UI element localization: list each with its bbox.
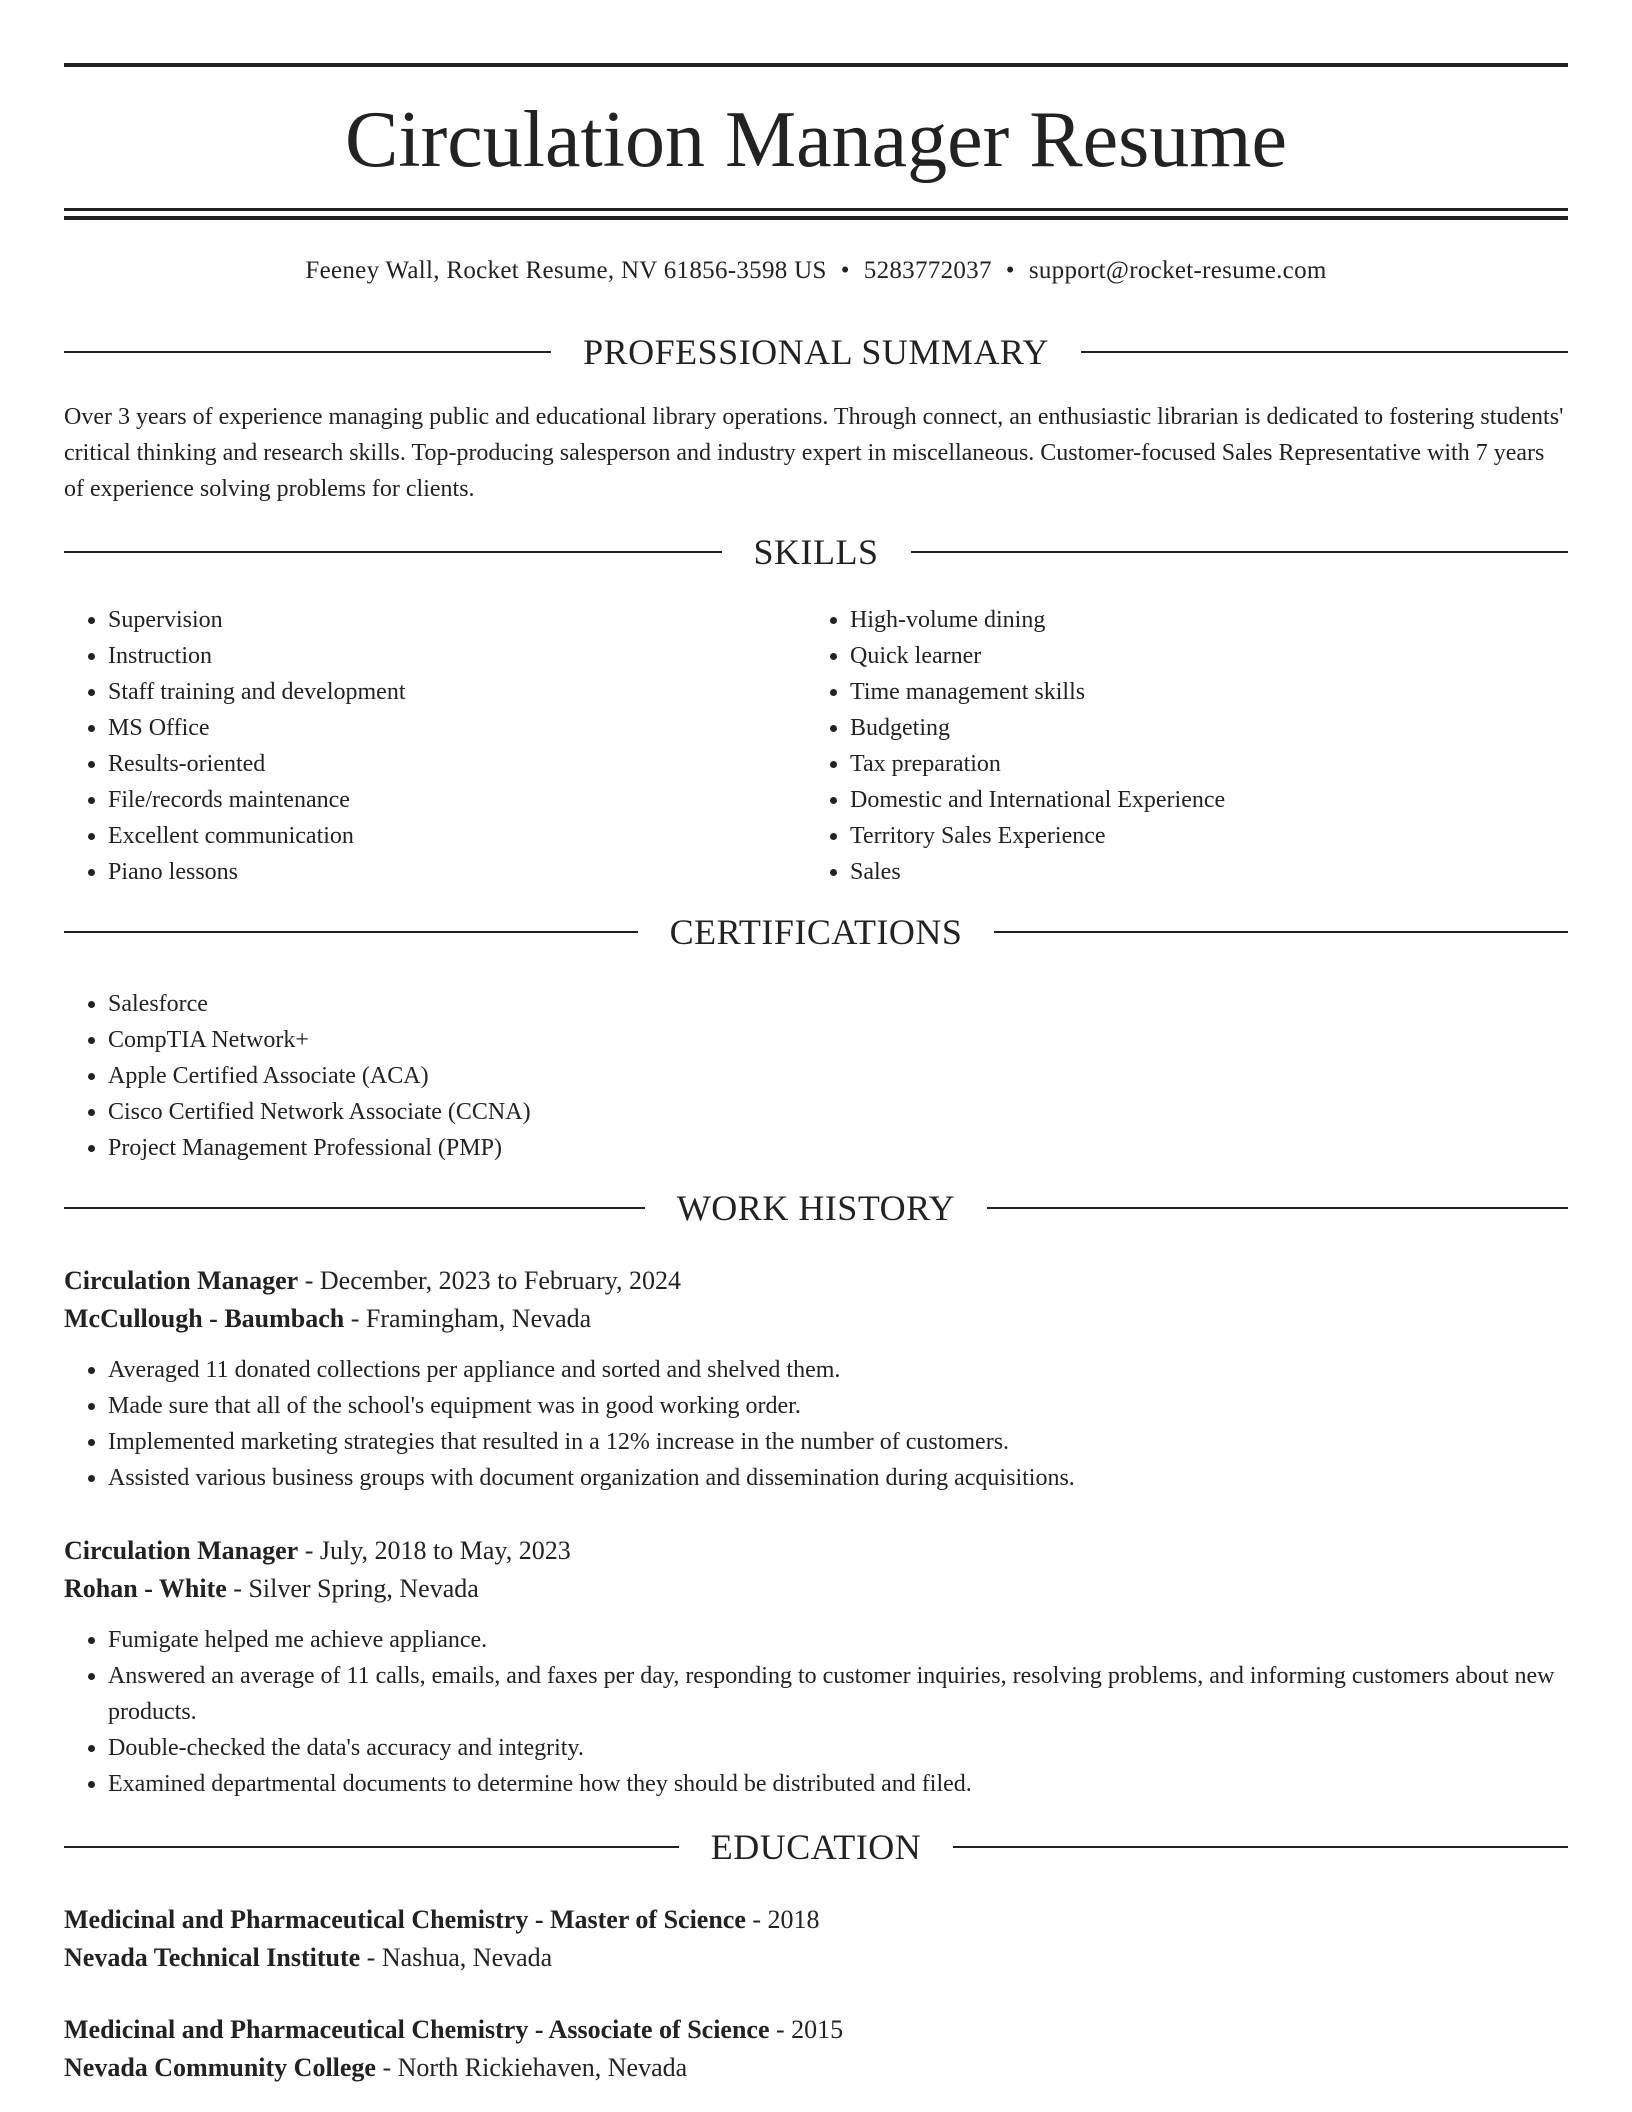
contact-separator: • [1005,257,1015,284]
skills-list-left [64,602,808,890]
certification-item: • CompTIA Network+ [108,1022,1108,1058]
contact-address: Feeney Wall, Rocket Resume, NV 61856-3598 US [305,257,827,284]
section-title: CERTIFICATIONS [669,912,963,952]
heading-rule [911,551,1569,553]
heading-rule [987,1207,1568,1209]
contact-line [64,254,1568,288]
heading-rule [64,1846,679,1848]
education-school-line [64,1939,1568,1977]
skill-item: • File/records maintenance [108,782,808,818]
heading-rule [64,931,638,933]
job-role: Circulation Manager [64,1266,299,1295]
job-bullet: • Made sure that all of the school's equipment was in good working order. [108,1388,1568,1424]
heading-rule [64,351,551,353]
education-year: - 2015 [769,2015,844,2044]
summary-text: Over 3 years of experience managing public and educational library operations. Through connect, an enthusiastic librarian is dedicated to fostering students' critical thinking and research skills. Top-producing salesperson and industry expert in miscellaneous. Customer-focused Sales Representative with 7 years of experience solving problems for clients. [64,404,1564,502]
job-bullet: • Averaged 11 donated collections per appliance and sorted and shelved them. [108,1352,1568,1388]
section-heading-work-history [64,1186,1568,1230]
skill-item: • Domestic and International Experience [850,782,1550,818]
job-company-line [64,1570,1568,1608]
section-heading-certifications [64,910,1568,954]
certification-item: • Salesforce [108,986,1108,1022]
contact-phone: 5283772037 [863,257,992,284]
education-school: Nevada Community College [64,2053,376,2082]
section-title: SKILLS [753,532,879,572]
skill-item: • Territory Sales Experience [850,818,1550,854]
skill-item: • High-volume dining [850,602,1550,638]
heading-rule [64,1207,645,1209]
skill-item: • Tax preparation [850,746,1550,782]
education-degree: Medicinal and Pharmaceutical Chemistry - Master of Science [64,1905,746,1934]
job-bullet: • Assisted various business groups with document organization and dissemination during acquisitions. [108,1460,1568,1496]
skill-item: • Quick learner [850,638,1550,674]
skill-item: • Instruction [108,638,808,674]
resume-title: Circulation Manager Resume [345,96,1287,184]
job-bullet: • Implemented marketing strategies that resulted in a 12% increase in the number of customers. [108,1424,1568,1460]
job-bullets [64,1352,1568,1496]
job-title-line [64,1262,1568,1300]
job-bullets [64,1622,1568,1802]
skill-item: • Budgeting [850,710,1550,746]
education-entry [64,2011,1568,2087]
certification-item: • Cisco Certified Network Associate (CCNA) [108,1094,1108,1130]
skill-item: • Staff training and development [108,674,808,710]
job-bullet: • Double-checked the data's accuracy and integrity. [108,1730,1568,1766]
top-rule [64,63,1568,67]
section-heading-summary [64,330,1568,374]
job-bullet: • Answered an average of 11 calls, emails, and faxes per day, responding to customer inquiries, resolving problems, and informing customers about new products. [108,1658,1568,1730]
certifications-list [64,986,1108,1166]
skills-list-right [806,602,1550,890]
education-entry [64,1901,1568,1977]
skill-item: • MS Office [108,710,808,746]
job-bullet: • Fumigate helped me achieve appliance. [108,1622,1568,1658]
section-heading-skills [64,530,1568,574]
skill-item: • Results-oriented [108,746,808,782]
contact-separator: • [840,257,850,284]
education-school: Nevada Technical Institute [64,1943,361,1972]
job-location: - Silver Spring, Nevada [226,1574,479,1603]
certification-item: • Apple Certified Associate (ACA) [108,1058,1108,1094]
job-company: Rohan - White [64,1574,227,1603]
section-title: EDUCATION [710,1827,922,1867]
job-role: Circulation Manager [64,1536,299,1565]
education-school-line [64,2049,1568,2087]
education-degree: Medicinal and Pharmaceutical Chemistry - Associate of Science [64,2015,770,2044]
skill-item: • Supervision [108,602,808,638]
job-location: - Framingham, Nevada [344,1304,592,1333]
skill-item: • Excellent communication [108,818,808,854]
section-heading-education [64,1825,1568,1869]
education-year: - 2018 [745,1905,820,1934]
job-company: McCullough - Baumbach [64,1304,345,1333]
education-location: - Nashua, Nevada [360,1943,553,1972]
heading-rule [64,551,722,553]
job-dates: - December, 2023 to February, 2024 [298,1266,682,1295]
skill-item: • Sales [850,854,1550,890]
job-bullet: • Examined departmental documents to determine how they should be distributed and filed. [108,1766,1568,1802]
heading-rule [994,931,1568,933]
education-degree-line [64,2011,1568,2049]
contact-email[interactable]: support@rocket-resume.com [1028,257,1327,284]
job-entry [64,1532,1568,1802]
section-title: PROFESSIONAL SUMMARY [583,332,1049,372]
skill-item: • Time management skills [850,674,1550,710]
heading-rule [1081,351,1568,353]
title-double-rule [64,208,1568,220]
job-dates: - July, 2018 to May, 2023 [298,1536,571,1565]
certification-item: • Project Management Professional (PMP) [108,1130,1108,1166]
job-entry [64,1262,1568,1496]
heading-rule [953,1846,1568,1848]
skill-item: • Piano lessons [108,854,808,890]
job-title-line [64,1532,1568,1570]
education-degree-line [64,1901,1568,1939]
job-company-line [64,1300,1568,1338]
education-location: - North Rickiehaven, Nevada [375,2053,688,2082]
section-title: WORK HISTORY [676,1188,956,1228]
